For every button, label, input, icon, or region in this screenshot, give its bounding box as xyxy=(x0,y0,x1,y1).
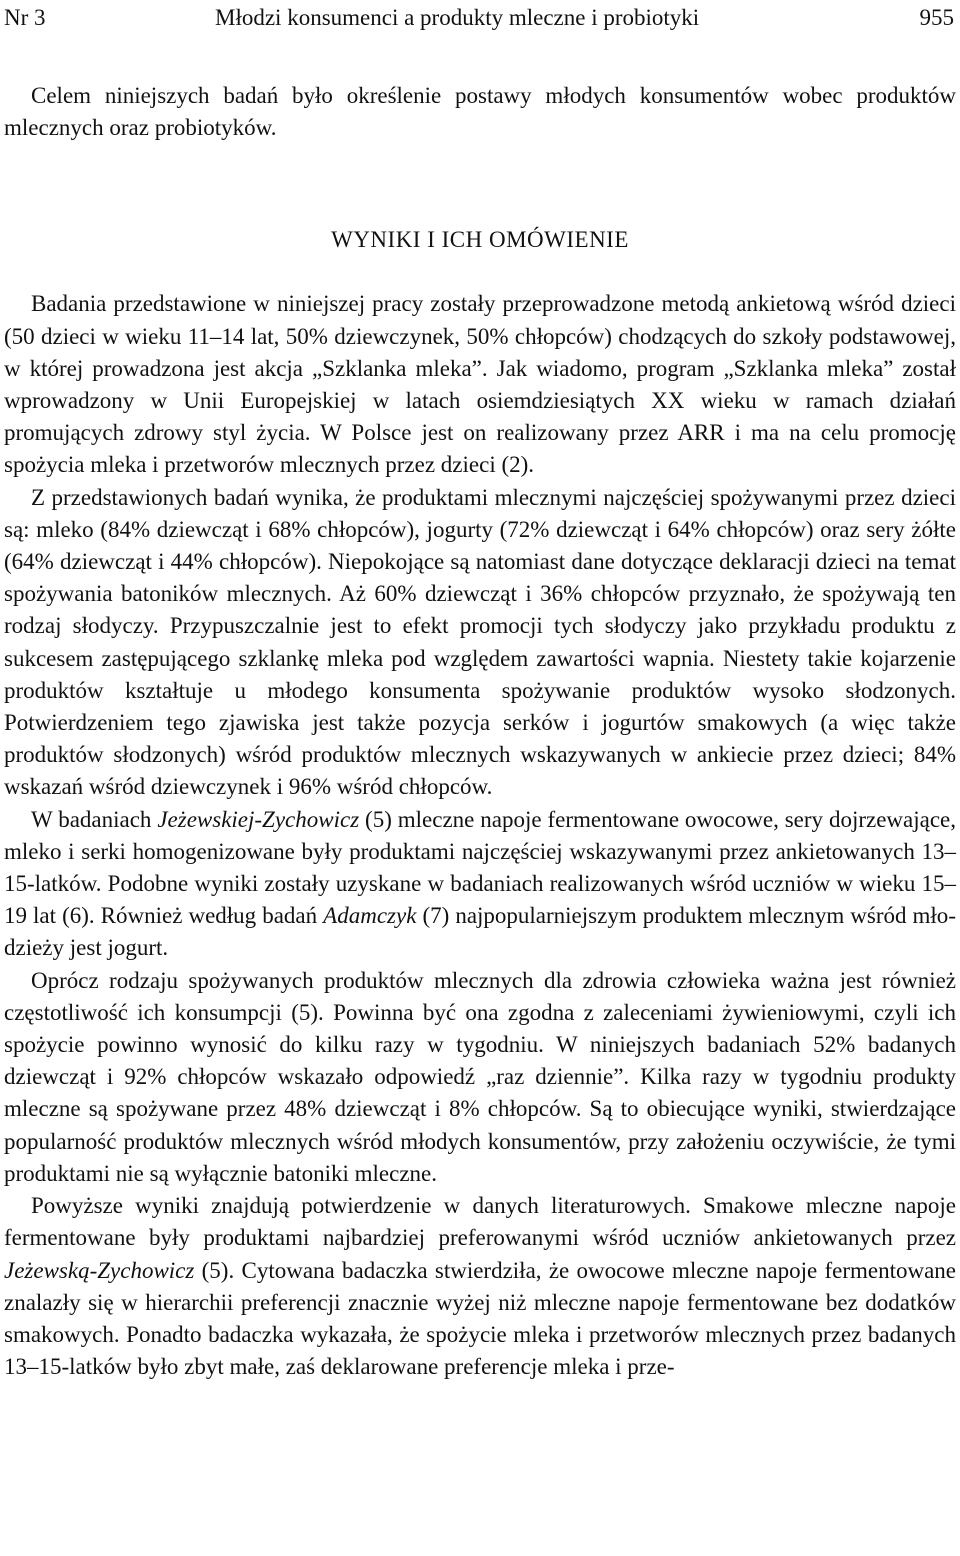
author-name: Adamczyk xyxy=(323,903,417,929)
running-header xyxy=(4,2,954,34)
issue-number: Nr 3 xyxy=(4,5,46,30)
intro-paragraph: Celem niniejszych badań było określenie postawy młodych konsumentów wobec produktów mlecznych oraz probiotyków. xyxy=(4,83,956,141)
paragraph-3: W badaniach Jeżewskiej-Zychowicz (5) mleczne napoje fermentowane owocowe, sery dojrzewające, mleko i serki homogenizowane były produktami najczęściej wskazywanymi przez ankietowanych 13–15-latków. Podobne wyniki zostały uzyskane w badaniach realizowanych wśród uczniów w wieku 15–19 lat (6). Również według badań Adamczyk (7) najpopularniejszym produktem mlecznym wśród młodzieży jest jogurt. xyxy=(4,806,956,961)
author-name: Jeżewską-Zychowicz xyxy=(4,1257,195,1283)
section-heading: WYNIKI I ICH OMÓWIENIE xyxy=(331,227,629,253)
author-name: Jeżewskiej-Zychowicz xyxy=(157,806,360,832)
running-title: Młodzi konsumenci a produkty mleczne i probiotyki xyxy=(215,5,700,30)
paragraph-5: Powyższe wyniki znajdują potwierdzenie w danych literaturowych. Smakowe mleczne napoje fermentowane były produktami najbardziej preferowanymi wśród uczniów ankietowanych przez Jeżewską-Zychowicz (5). Cytowana badaczka stwierdziła, że owocowe mleczne napoje fermentowane znalazły się w hierarchii preferencji znacznie wyżej niż mleczne napoje fermentowane bez dodatków smakowych. Ponadto badaczka wykazała, że spożycie mleka i przetworów mlecznych przez badanych 13–15-latków było zbyt małe, zaś deklarowane preferencje mleka i prze- xyxy=(4,1193,956,1380)
page-number: 955 xyxy=(919,5,954,30)
paragraph-4: Oprócz rodzaju spożywanych produktów mlecznych dla zdrowia człowieka ważna jest również częstotliwość ich konsumpcji (5). Powinna być ona zgodna z zaleceniami żywieniowymi, czyli ich spożycie powinno wynosić do kilku razy w tygodniu. W niniejszych badaniach 52% badanych dziewcząt i 92% chłopców wskazało odpowiedź „raz dziennie”. Kilka razy w tygodniu produkty mleczne są spożywane przez 48% dziewcząt i 8% chłopców. Są to obiecujące wyniki, stwierdzające popularność produktów mlecznych wśród młodych konsumentów, przy założeniu oczywiście, że tymi produktami nie są wyłącznie batoniki mleczne. xyxy=(4,967,956,1186)
paragraph-1: Badania przedstawione w niniejszej pracy zostały przeprowadzone metodą ankietową wśród dzieci (50 dzieci w wieku 11–14 lat, 50% dziewczynek, 50% chłopców) chodzących do szkoły podstawowej, w której prowadzona jest akcja „Szklanka mleka”. Jak wiadomo, program „Szklanka mleka” został wprowadzony w Unii Europejskiej w latach osiemdziesiątych XX wieku w ramach działań promujących zdrowy styl życia. W Polsce jest on realizowany przez ARR i ma na celu promocję spożycia mleka i przetworów mlecznych przez dzieci (2). xyxy=(4,291,956,478)
body-text xyxy=(4,80,956,1383)
paragraph-2: Z przedstawionych badań wynika, że produktami mlecznymi najczęściej spożywanymi przez dzieci są: mleko (84% dziewcząt i 68% chłopców), jogurty (72% dziewcząt i 64% chłopców) oraz sery żółte (64% dziewcząt i 44% chłopców). Niepokojące są natomiast dane dotyczące deklaracji dzieci na temat spożywania batoników mlecznych. Aż 60% dziewcząt i 36% chłopców przyznało, że spożywają ten rodzaj słodyczy. Przypuszczalnie jest to efekt promocji tych słodyczy jako przykładu produktu z sukcesem zastępującego szklankę mleka pod względem zawartości wapnia. Niestety takie kojarzenie produktów kształtuje u młodego konsumenta spożywanie produktów wysoko słodzonych. Potwierdzeniem tego zjawiska jest także pozycja serków i jogurtów smakowych (a więc także produktów słodzonych) wśród produktów mlecznych wskazywanych w ankiecie przez dzieci; 84% wskazań wśród dziewczynek i 96% wśród chłopców. xyxy=(4,484,956,800)
